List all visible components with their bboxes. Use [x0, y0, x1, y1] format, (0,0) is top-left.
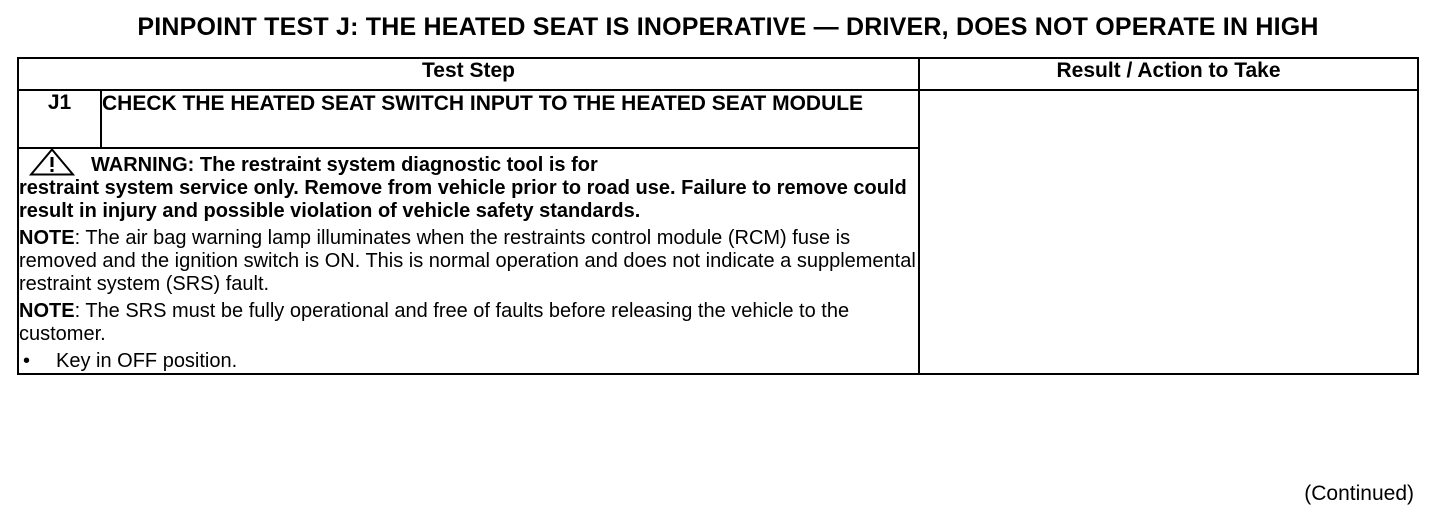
result-action-cell [919, 90, 1418, 374]
header-result-action: Result / Action to Take [919, 58, 1418, 90]
note-text: : The SRS must be fully operational and free of faults before releasing the vehicle to the customer. [19, 300, 850, 345]
warning-text: restraint system service only. Remove from vehicle prior to road use. Failure to remove could result in injury and possible violation of vehicle safety standards. [19, 177, 907, 222]
continued-label: (Continued) [1304, 482, 1414, 505]
step-id: J1 [18, 90, 101, 148]
warning-first-line [19, 149, 918, 177]
table-row [18, 90, 1418, 148]
header-test-step: Test Step [18, 58, 919, 90]
step-body [18, 148, 919, 374]
table-header-row [18, 58, 1418, 90]
list-item [19, 350, 918, 373]
note-label: NOTE [19, 300, 75, 322]
warning-line-1: WARNING: The restraint system diagnostic tool is for [91, 154, 598, 176]
note-2 [19, 300, 918, 346]
note-label: NOTE [19, 227, 75, 249]
bullet-icon: • [23, 350, 31, 372]
note-1 [19, 227, 918, 296]
warning-triangle-icon [29, 148, 75, 176]
page-title: PINPOINT TEST J: THE HEATED SEAT IS INOPERATIVE — DRIVER, DOES NOT OPERATE IN HIGH [137, 13, 1319, 41]
pinpoint-test-table [17, 57, 1419, 375]
warning-block [19, 149, 918, 223]
step-title: CHECK THE HEATED SEAT SWITCH INPUT TO THE HEATED SEAT MODULE [101, 90, 919, 148]
note-text: : The air bag warning lamp illuminates when the restraints control module (RCM) fuse is removed and the ignition switch is ON. This is normal operation and does not indicate a supplemental restraint system (SRS) fault. [19, 227, 916, 295]
bullet-text: Key in OFF position. [56, 350, 238, 372]
